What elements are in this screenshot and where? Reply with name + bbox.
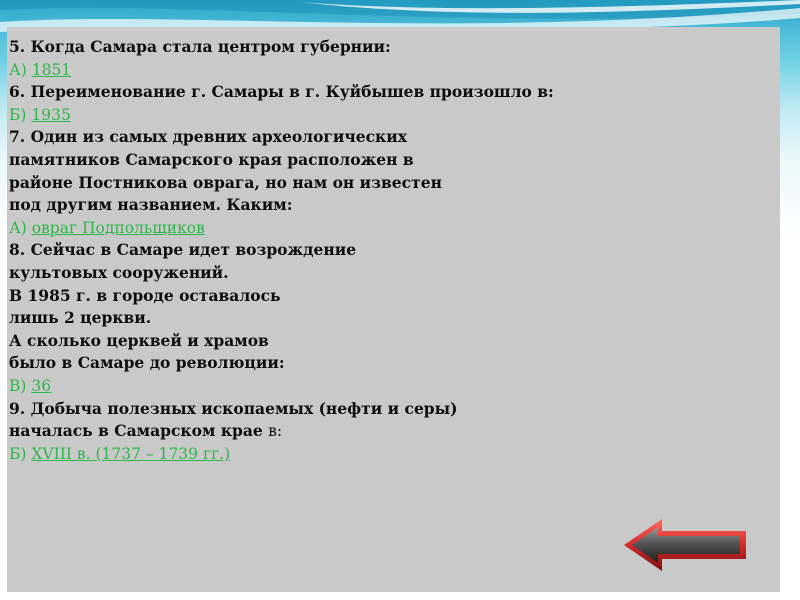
answer-line xyxy=(9,217,569,240)
question-tail-text: в: xyxy=(268,422,283,441)
question-text: А сколько церквей и храмов xyxy=(9,330,269,350)
question-line xyxy=(9,126,569,149)
question-text: 8. Сейчас в Самаре идет возрождение xyxy=(9,240,357,260)
answer-link[interactable]: 36 xyxy=(31,376,52,395)
question-text: культовых сооружений. xyxy=(9,262,229,282)
question-text: 6. Переименование г. Самары в г. Куйбышев произошло в: xyxy=(9,82,554,102)
question-line xyxy=(9,307,569,330)
answer-link[interactable]: XVIII в. (1737 – 1739 гг.) xyxy=(31,444,231,463)
question-text: лишь 2 церкви. xyxy=(9,308,152,328)
answer-option-label: Б) xyxy=(9,444,32,463)
question-line xyxy=(9,330,569,353)
question-line xyxy=(9,352,569,375)
back-arrow-icon[interactable] xyxy=(622,517,748,573)
question-text: началась в Самарском крае xyxy=(9,421,269,441)
question-text: районе Постникова оврага, но нам он известен xyxy=(9,172,442,192)
answer-line xyxy=(9,104,569,127)
question-line xyxy=(9,398,569,421)
answer-link[interactable]: 1935 xyxy=(31,105,71,124)
question-line xyxy=(9,149,569,172)
answer-link[interactable]: овраг Подпольщиков xyxy=(31,218,205,237)
question-text: под другим названием. Каким: xyxy=(9,195,293,215)
answer-line xyxy=(9,375,569,398)
question-line xyxy=(9,172,569,195)
question-text: было в Самаре до революции: xyxy=(9,353,285,373)
question-line xyxy=(9,239,569,262)
quiz-text xyxy=(9,36,569,465)
question-line xyxy=(9,81,569,104)
answer-option-label: Б) xyxy=(9,105,32,124)
question-text: 9. Добыча полезных ископаемых (нефти и серы) xyxy=(9,398,458,418)
question-text: В 1985 г. в городе оставалось xyxy=(9,285,281,305)
question-line xyxy=(9,420,569,443)
question-text: 5. Когда Самара стала центром губернии: xyxy=(9,37,391,56)
answer-option-label: А) xyxy=(9,218,32,237)
answer-option-label: В) xyxy=(9,376,32,395)
question-line xyxy=(9,285,569,308)
answer-line xyxy=(9,59,569,82)
question-line xyxy=(9,262,569,285)
question-line xyxy=(9,36,569,59)
answer-line xyxy=(9,443,569,466)
answer-link[interactable]: 1851 xyxy=(31,60,72,79)
question-text: памятников Самарского края расположен в xyxy=(9,149,414,169)
answer-option-label: А) xyxy=(9,60,32,79)
question-line xyxy=(9,194,569,217)
question-text: 7. Один из самых древних археологических xyxy=(9,127,407,147)
